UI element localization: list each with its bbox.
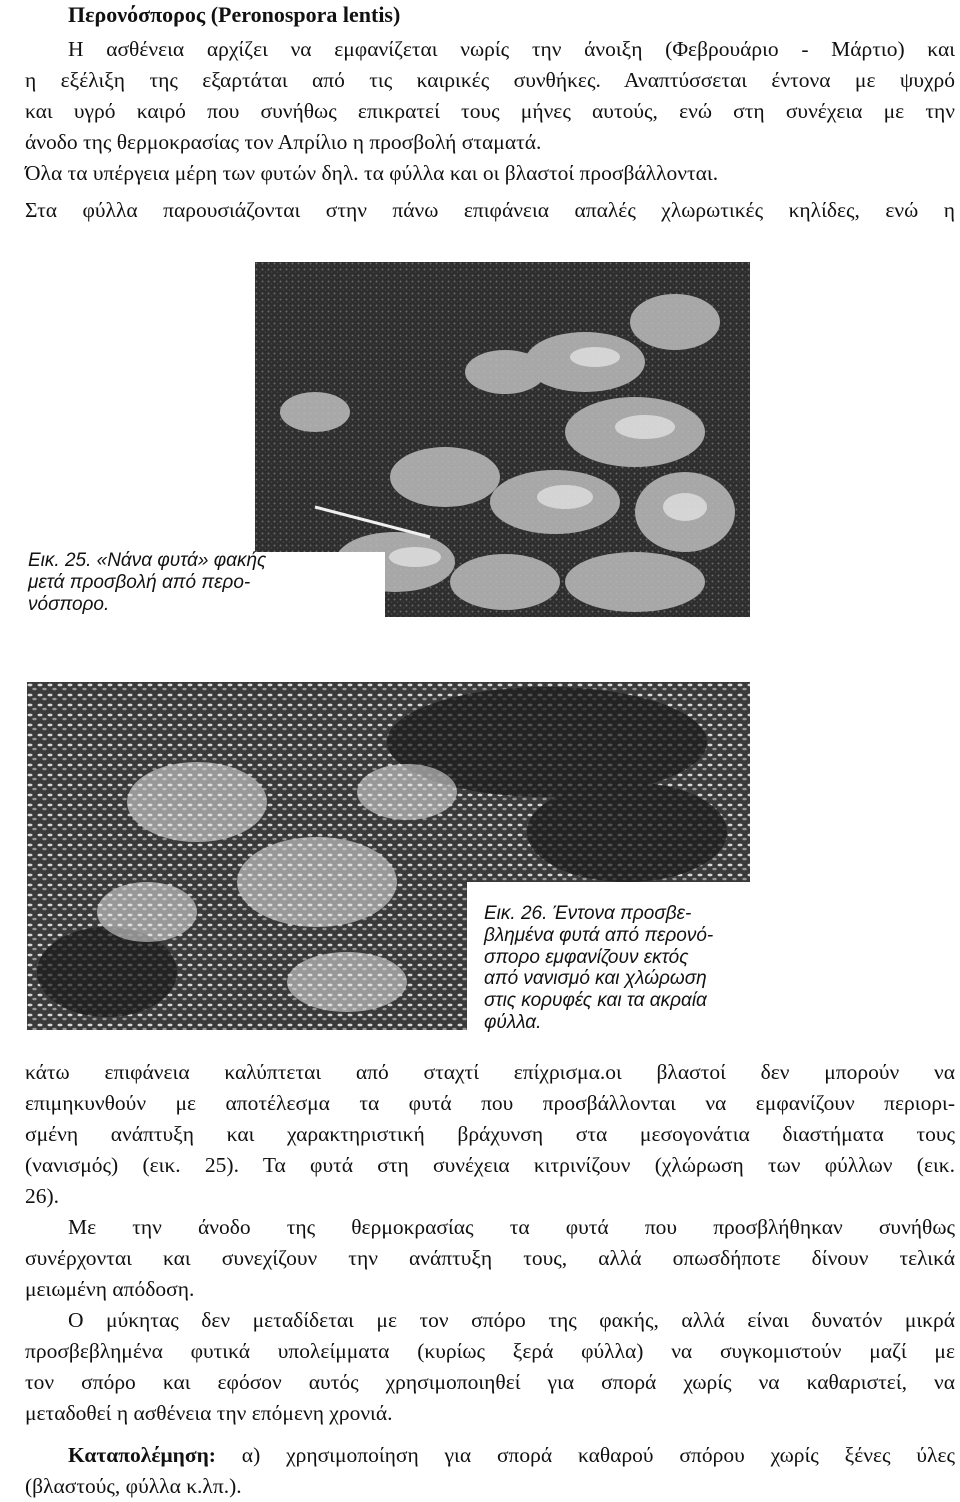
intro-line: Η ασθένεια αρχίζει να εμφανίζεται νωρίς την άνοιξη (Φεβρουάριο - Μάρτιο) και	[68, 37, 955, 61]
control-paragraph	[68, 1440, 955, 1471]
body-line: προσβεβλημένα φυτικά υπολείμματα (κυρίως ξερά φύλλα) να συγκομιστούν μαζί με	[25, 1339, 955, 1363]
body-line: επιμηκυνθούν με αποτέλεσμα τα φυτά που προσβάλλονται να εμφανίζουν περιορι-	[25, 1091, 955, 1115]
intro-line: άνοδο της θερμοκρασίας τον Απρίλιο η προσβολή σταματά.	[25, 130, 542, 154]
control-line: (βλαστούς, φύλλα κ.λπ.).	[25, 1474, 242, 1498]
body-line: Με την άνοδο της θερμοκρασίας τα φυτά που προσβλήθηκαν συνήθως	[68, 1215, 955, 1239]
body-line: (νανισμός) (εικ. 25). Τα φυτά στη συνέχεια κιτρινίζουν (χλώρωση των φύλλων (εικ.	[25, 1153, 955, 1177]
body-line: μειωμένη απόδοση.	[25, 1277, 195, 1301]
caption-line: από νανισμό και χλώρωση	[484, 968, 707, 990]
body-line: συνέρχονται και συνεχίζουν την ανάπτυξη τους, αλλά οπωσδήποτε δίνουν τελικά	[25, 1246, 955, 1270]
figure-25-photo	[255, 262, 750, 617]
control-line: α) χρησιμοποίηση για σπορά καθαρού σπόρου χωρίς ξένες ύλες	[215, 1443, 955, 1467]
intro-line: και υγρό καιρό που συνήθως επικρατεί τους μήνες αυτούς, ενώ στη συνέχεια με την	[25, 99, 955, 123]
intro-line: Στα φύλλα παρουσιάζονται στην πάνω επιφάνεια απαλές χλωρωτικές κηλίδες, ενώ η	[25, 198, 955, 222]
intro-line: Όλα τα υπέργεια μέρη των φυτών δηλ. τα φύλλα και οι βλαστοί προσβάλλονται.	[25, 161, 719, 185]
control-label: Καταπολέμηση:	[68, 1443, 216, 1467]
section-heading: Περονόσπορος (Peronospora lentis)	[68, 2, 401, 27]
body-line: Ο μύκητας δεν μεταδίδεται με τον σπόρο της φακής, αλλά είναι δυνατόν μικρά	[68, 1308, 955, 1332]
caption-line: βλημένα φυτά από περονό-	[484, 924, 714, 946]
figure-25-caption	[28, 550, 266, 616]
caption-line: Εικ. 25. «Νάνα φυτά» φακής	[28, 550, 267, 571]
intro-line: η εξέλιξη της εξαρτάται από τις καιρικές συνθήκες. Αναπτύσσεται έντονα με ψυχρό	[25, 68, 955, 92]
caption-line: σπορο εμφανίζουν εκτός	[484, 946, 689, 968]
caption-line: νόσπορο.	[28, 594, 110, 615]
body-line: σμένη ανάπτυξη και χαρακτηριστική βράχυνση στα μεσογονάτια διαστήματα τους	[25, 1122, 955, 1146]
caption-line: μετά προσβολή από περο-	[28, 572, 251, 593]
body-line: 26).	[25, 1184, 60, 1208]
caption-line: στις κορυφές και τα ακραία	[484, 990, 707, 1012]
body-line: κάτω επιφάνεια καλύπτεται από σταχτί επίχρισμα.οι βλαστοί δεν μπορούν να	[25, 1060, 955, 1084]
caption-line: Εικ. 26. Έντονα προσβε-	[484, 903, 692, 924]
figure-26-caption	[484, 903, 713, 1034]
caption-line: φύλλα.	[484, 1011, 542, 1033]
body-line: μεταδοθεί η ασθένεια την επόμενη χρονιά.	[25, 1401, 393, 1425]
body-line: τον σπόρο και εφόσον αυτός χρησιμοποιηθεί για σπορά χωρίς να καθαριστεί, να	[25, 1370, 955, 1394]
